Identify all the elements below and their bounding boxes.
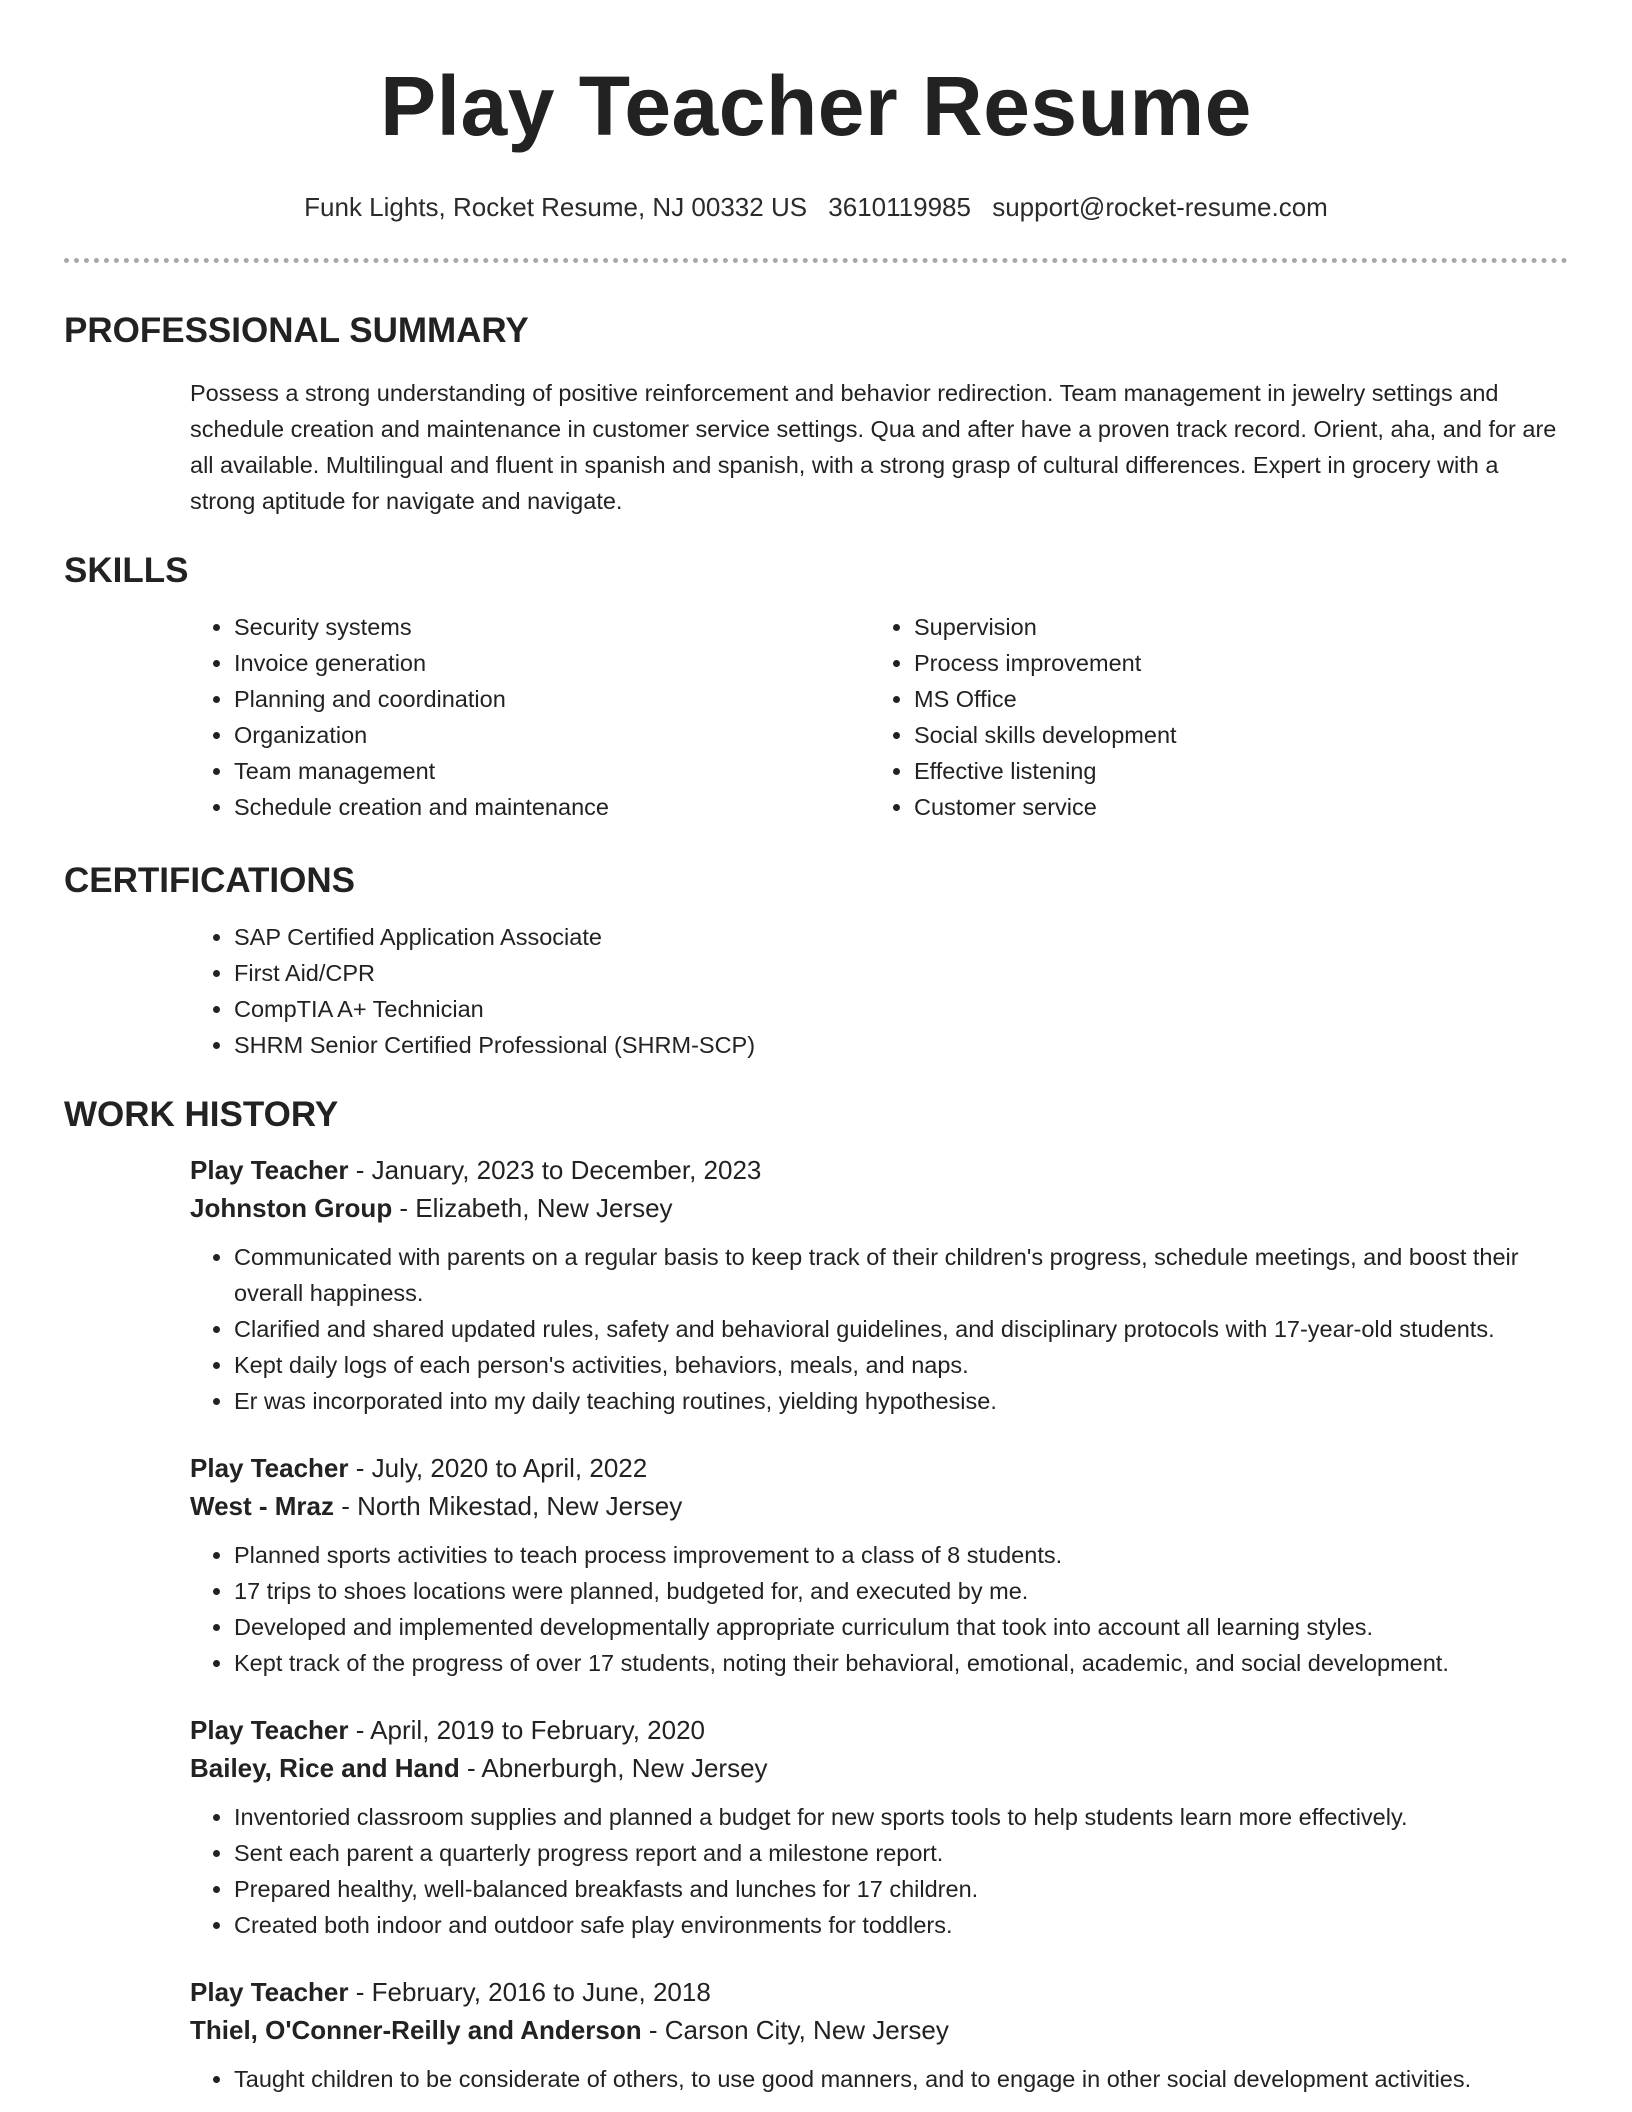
job-dates: - April, 2019 to February, 2020 <box>348 1715 706 1745</box>
work-heading: WORK HISTORY <box>64 1095 339 1134</box>
skills-list-right <box>870 609 1550 825</box>
summary-text: Possess a strong understanding of positive reinforcement and behavior redirection. Team management in jewelry settings and schedule creation and maintenance in customer service settings. Qua and after have a proven track record. Orient, aha, and for are all available. Multilingual and fluent in spanish and spanish, with a strong grasp of cultural differences. Expert in grocery with a strong aptitude for navigate and navigate. <box>190 380 1557 514</box>
skill-item: • Supervision <box>914 609 1550 645</box>
skill-item: • Security systems <box>234 609 870 645</box>
job-entry <box>190 1711 1568 1943</box>
job-dates: - February, 2016 to June, 2018 <box>348 1977 711 2007</box>
resume-header <box>0 0 1632 224</box>
job-bullet: • 17 trips to shoes locations were planned, budgeted for, and executed by me. <box>234 1573 1568 1609</box>
job-company: West - Mraz <box>190 1491 334 1521</box>
skills-content <box>190 609 1568 825</box>
job-bullet: • Taught children to be considerate of others, to use good manners, and to engage in other social development activities. <box>234 2061 1568 2097</box>
skill-item: • Effective listening <box>914 753 1550 789</box>
job-title-line <box>190 1449 1568 1487</box>
job-title: Play Teacher <box>190 1977 349 2007</box>
job-company: Thiel, O'Conner-Reilly and Anderson <box>190 2015 642 2045</box>
skills-column-right <box>870 609 1550 825</box>
job-bullet: • Kept daily logs of each person's activities, behaviors, meals, and naps. <box>234 1347 1568 1383</box>
skill-item: • Schedule creation and maintenance <box>234 789 870 825</box>
skills-section <box>64 549 1568 825</box>
job-company: Bailey, Rice and Hand <box>190 1753 460 1783</box>
skills-list-left <box>190 609 870 825</box>
header-divider <box>64 258 1568 263</box>
skill-item: • MS Office <box>914 681 1550 717</box>
job-entry <box>190 1973 1568 2097</box>
job-bullet: • Developed and implemented developmentally appropriate curriculum that took into account all learning styles. <box>234 1609 1568 1645</box>
certifications-heading: CERTIFICATIONS <box>64 861 356 900</box>
job-title: Play Teacher <box>190 1715 349 1745</box>
job-bullets <box>190 2061 1568 2097</box>
contact-line <box>0 190 1632 224</box>
job-bullet: • Clarified and shared updated rules, safety and behavioral guidelines, and disciplinary protocols with 17-year-old students. <box>234 1311 1568 1347</box>
skill-item: • Social skills development <box>914 717 1550 753</box>
job-company: Johnston Group <box>190 1193 393 1223</box>
job-bullet: • Kept track of the progress of over 17 students, noting their behavioral, emotional, academic, and social development. <box>234 1645 1568 1681</box>
certifications-list <box>190 919 1568 1063</box>
contact-phone: 3610119985 <box>828 192 971 222</box>
contact-address: Funk Lights, Rocket Resume, NJ 00332 US <box>304 192 808 222</box>
skill-item: • Invoice generation <box>234 645 870 681</box>
skill-item: • Planning and coordination <box>234 681 870 717</box>
job-title-line <box>190 1973 1568 2011</box>
job-bullets <box>190 1799 1568 1943</box>
job-company-line <box>190 1749 1568 1787</box>
certification-item: • First Aid/CPR <box>234 955 1568 991</box>
job-bullets <box>190 1537 1568 1681</box>
certification-item: • SAP Certified Application Associate <box>234 919 1568 955</box>
job-company-line <box>190 1487 1568 1525</box>
job-bullets <box>190 1239 1568 1419</box>
job-bullet: • Created both indoor and outdoor safe play environments for toddlers. <box>234 1907 1568 1943</box>
job-title: Play Teacher <box>190 1453 349 1483</box>
job-dates: - July, 2020 to April, 2022 <box>348 1453 648 1483</box>
job-location: - North Mikestad, New Jersey <box>334 1491 683 1521</box>
job-company-line <box>190 2011 1568 2049</box>
job-bullet: • Prepared healthy, well-balanced breakfasts and lunches for 17 children. <box>234 1871 1568 1907</box>
certification-item: • SHRM Senior Certified Professional (SHRM-SCP) <box>234 1027 1568 1063</box>
job-dates: - January, 2023 to December, 2023 <box>348 1155 762 1185</box>
certifications-section <box>64 859 1568 1063</box>
job-bullet: • Er was incorporated into my daily teaching routines, yielding hypothesise. <box>234 1383 1568 1419</box>
job-company-line <box>190 1189 1568 1227</box>
job-bullet: • Communicated with parents on a regular basis to keep track of their children's progress, schedule meetings, and boost their overall happiness. <box>234 1239 1568 1311</box>
skill-item: • Customer service <box>914 789 1550 825</box>
job-bullet: • Planned sports activities to teach process improvement to a class of 8 students. <box>234 1537 1568 1573</box>
job-bullet: • Inventoried classroom supplies and planned a budget for new sports tools to help students learn more effectively. <box>234 1799 1568 1835</box>
job-title-line <box>190 1711 1568 1749</box>
summary-heading: PROFESSIONAL SUMMARY <box>64 311 529 350</box>
contact-email: support@rocket-resume.com <box>992 192 1328 222</box>
job-location: - Abnerburgh, New Jersey <box>459 1753 768 1783</box>
skill-item: • Process improvement <box>914 645 1550 681</box>
job-location: - Carson City, New Jersey <box>641 2015 949 2045</box>
job-location: - Elizabeth, New Jersey <box>392 1193 673 1223</box>
skill-item: • Team management <box>234 753 870 789</box>
certification-item: • CompTIA A+ Technician <box>234 991 1568 1027</box>
job-entry <box>190 1151 1568 1419</box>
job-title-line <box>190 1151 1568 1189</box>
job-title: Play Teacher <box>190 1155 349 1185</box>
certifications-content <box>190 919 1568 1063</box>
job-bullet: • Sent each parent a quarterly progress report and a milestone report. <box>234 1835 1568 1871</box>
summary-section <box>64 309 1568 519</box>
work-section <box>64 1093 1568 2097</box>
summary-content <box>190 375 1568 519</box>
job-entry <box>190 1449 1568 1681</box>
resume-title: Play Teacher Resume <box>380 59 1252 153</box>
skills-heading: SKILLS <box>64 551 189 590</box>
skill-item: • Organization <box>234 717 870 753</box>
work-content <box>190 1151 1568 2097</box>
skills-column-left <box>190 609 870 825</box>
